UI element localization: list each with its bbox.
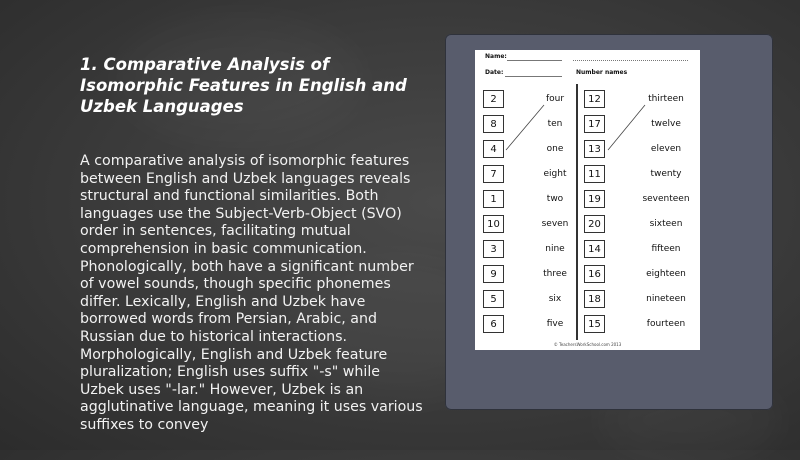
right-number-box: 16 bbox=[584, 265, 605, 283]
left-number-box: 4 bbox=[483, 140, 504, 158]
left-number-box: 5 bbox=[483, 290, 504, 308]
slide-body-text: A comparative analysis of isomorphic features between English and Uzbek languages reveals structural and functional similarities. Both languages use the Subject-Verb-Object (SVO) order in sentences, facilitating mutual comprehension in basic communication. Phonologically, both have a significant number of vowel sounds, though specific phonemes differ. Lexically, English and Uzbek have borrowed words from Persian, Arabic, and Russian due to historical interactions. Morphologically, English and Uzbek feature pluralization; English uses suffix "-s" while Uzbek uses "-lar." However, Uzbek is an agglutinative language, meaning it uses various suffixes to convey bbox=[80, 153, 423, 433]
left-number-box: 8 bbox=[483, 115, 504, 133]
right-number-box: 14 bbox=[584, 240, 605, 258]
left-number-word: eight bbox=[543, 169, 567, 179]
right-number-box: 20 bbox=[584, 215, 605, 233]
right-number-box: 12 bbox=[584, 90, 605, 108]
right-number-word: twelve bbox=[651, 119, 681, 129]
right-number-box: 18 bbox=[584, 290, 605, 308]
left-number-box: 3 bbox=[483, 240, 504, 258]
left-number-word: five bbox=[546, 319, 564, 329]
right-number-word: sixteen bbox=[649, 219, 683, 229]
left-number-box: 6 bbox=[483, 315, 504, 333]
right-number-word: thirteen bbox=[648, 94, 684, 104]
left-number-box: 7 bbox=[483, 165, 504, 183]
left-number-word: one bbox=[546, 144, 564, 154]
left-number-word: three bbox=[543, 269, 567, 279]
right-number-word: eighteen bbox=[646, 269, 686, 279]
worksheet-footer: © TeachersWorkSchool.com 2013 bbox=[553, 342, 622, 347]
right-number-box: 19 bbox=[584, 190, 605, 208]
worksheet-image bbox=[475, 50, 700, 350]
right-number-word: fifteen bbox=[651, 244, 681, 254]
left-number-word: seven bbox=[541, 219, 569, 229]
left-number-word: nine bbox=[545, 244, 565, 254]
left-number-box: 10 bbox=[483, 215, 504, 233]
right-number-word: nineteen bbox=[646, 294, 686, 304]
left-number-word: ten bbox=[547, 119, 563, 129]
slide-title: 1. Comparative Analysis of Isomorphic Features in English and Uzbek Languages bbox=[80, 55, 407, 116]
right-number-box: 11 bbox=[584, 165, 605, 183]
left-number-word: four bbox=[545, 94, 565, 104]
left-number-word: two bbox=[546, 194, 564, 204]
right-number-box: 17 bbox=[584, 115, 605, 133]
right-number-word: fourteen bbox=[646, 319, 686, 329]
left-number-box: 2 bbox=[483, 90, 504, 108]
right-number-box: 13 bbox=[584, 140, 605, 158]
left-number-box: 9 bbox=[483, 265, 504, 283]
right-number-box: 15 bbox=[584, 315, 605, 333]
right-number-word: seventeen bbox=[642, 194, 690, 204]
worksheet-date-label: Date: bbox=[485, 69, 504, 76]
worksheet-heading: Number names bbox=[576, 69, 628, 76]
left-number-box: 1 bbox=[483, 190, 504, 208]
right-number-word: eleven bbox=[650, 144, 682, 154]
left-number-word: six bbox=[548, 294, 562, 304]
right-number-word: twenty bbox=[650, 169, 682, 179]
worksheet-name-label: Name: bbox=[485, 53, 507, 60]
